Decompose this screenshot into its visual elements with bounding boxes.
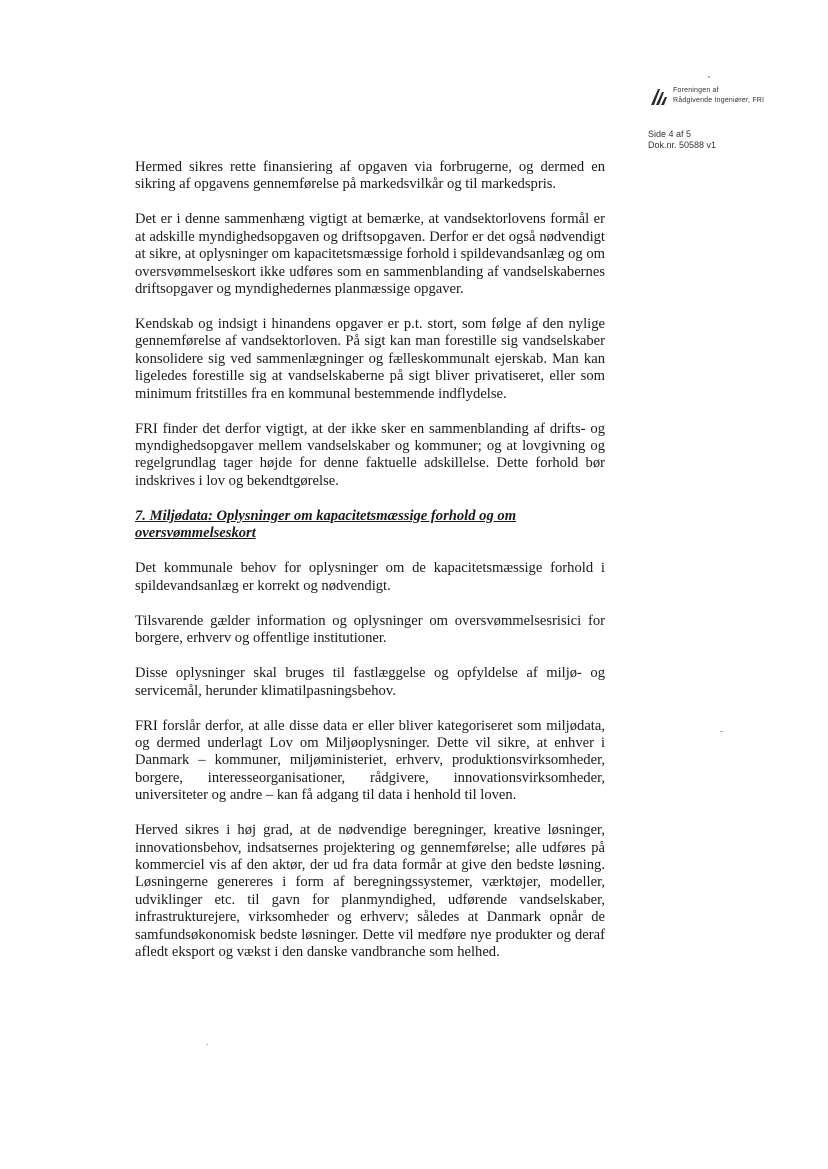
page-number: Side 4 af 5	[648, 129, 692, 139]
scan-speck	[708, 76, 710, 78]
letterhead	[649, 86, 809, 108]
paragraph-7: Disse oplysninger skal bruges til fastlæggelse og opfyldelse af miljø- og servicemål, herunder klimatilpasningsbehov.	[135, 665, 605, 699]
paragraph-8: FRI forslår derfor, at alle disse data er eller bliver kategoriseret som miljødata, og dermed underlagt Lov om Miljøoplysninger. Dette vil sikre, at enhver i Danmark – kommuner, miljøministeriet, erhverv, produktionsvirksomheder, borgere, interesseorganisationer, rådgivere, innovationsvirksomheder, universiteter og andre – kan få adgang til data i henhold til loven.	[135, 717, 605, 804]
scan-speck	[720, 731, 723, 732]
organization-name	[673, 86, 764, 105]
document-number: Dok.nr. 50588 v1	[648, 140, 717, 150]
fri-logo-icon	[649, 88, 671, 106]
paragraph-6: Tilsvarende gælder information og oplysninger om oversvømmelsesrisici for borgere, erhverv og offentlige institutioner.	[135, 612, 605, 647]
paragraph-9: Herved sikres i høj grad, at de nødvendige beregninger, kreative løsninger, innovationsbehov, indsatsernes projektering og gennemførelse; alle udføres på kommerciel vis af den aktør, der ud fra data formår at give den bedste løsning. Løsningerne genereres i form af beregningssystemer, værktøjer, modeller, udviklinger etc. til gavn for planmyndighed, udførende vandselskaber, infrastrukturejere, virksomheder og erhverv; således at Danmark opnår de samfundsøkonomisk bedste løsninger. Dette vil medføre nye produkter og deraf afledt eksport og vækst i den danske vandbranche som helhed.	[135, 822, 605, 960]
document-meta	[648, 129, 716, 151]
document-body	[135, 159, 605, 979]
paragraph-5: Det kommunale behov for oplysninger om de kapacitetsmæssige forhold i spildevandsanlæg er korrekt og nødvendigt.	[135, 560, 605, 594]
section-heading: 7. Miljødata: Oplysninger om kapacitetsmæssige forhold og om oversvømmelseskort	[135, 507, 517, 542]
paragraph-3: Kendskab og indsigt i hinandens opgaver er p.t. stort, som følge af den nylige gennemførelse af vandsektorloven. På sigt kan man forestille sig vandselskaber konsolidere sig ved sammenlægninger og fælleskommunalt ejerskab. Man kan ligeledes forestille sig at vandselskaberne på sigt bliver privatiseret, eller som minimum fritstilles fra en kommunal bestemmende indflydelse.	[135, 316, 605, 402]
org-name-line1: Foreningen af	[673, 87, 719, 94]
paragraph-1: Hermed sikres rette finansiering af opgaven via forbrugerne, og dermed en sikring af opgavens gennemførelse på markedsvilkår og til markedspris.	[135, 159, 605, 193]
paragraph-4: FRI finder det derfor vigtigt, at der ikke sker en sammenblanding af drifts- og myndighedsopgaver mellem vandselskaber og kommuner; og at lovgivning og regelgrundlag tager højde for denne faktuelle adskillelse. Dette forhold bør indskrives i lov og bekendtgørelse.	[135, 420, 605, 489]
org-name-line2: Rådgivende Ingeniører, FRI	[673, 96, 765, 104]
scan-speck	[206, 1044, 208, 1045]
paragraph-2: Det er i denne sammenhæng vigtigt at bemærke, at vandsektorlovens formål er at adskille myndighedsopgaven og driftsopgaven. Derfor er det også nødvendigt at sikre, at oplysninger om kapacitetsmæssige forhold i spildevandsanlæg og om oversvømmelseskort ikke udføres som en sammenblanding af vandselskabernes driftsopgaver og myndighedernes planmæssige opgaver.	[135, 211, 605, 298]
